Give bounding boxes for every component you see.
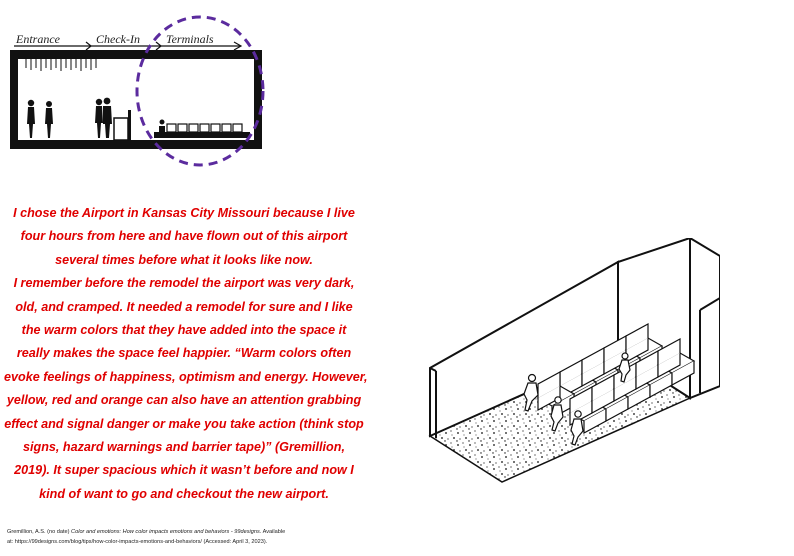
ceiling-lights <box>26 59 96 71</box>
text-line: I chose the Airport in Kansas City Missouri because I live <box>13 206 355 220</box>
terminal-seats <box>154 120 250 139</box>
isometric-waiting-area-drawing <box>420 238 720 483</box>
text-line: evoke feelings of happiness, optimism and energy. However, <box>4 369 368 384</box>
check-in-counter <box>114 110 131 140</box>
essay-paragraph <box>4 202 368 506</box>
text-line: effect and signal danger or make you take action (think stop <box>4 416 364 431</box>
airport-section-diagram <box>0 0 300 175</box>
text-line: old, and cramped. It needed a remodel for sure and I like <box>15 299 353 314</box>
label-check-in: Check-In <box>96 32 140 46</box>
citation <box>7 527 407 547</box>
text-line: four hours from here and have flown out of this airport <box>20 229 348 244</box>
text-line: 2019). It super spacious which it wasn’t before and now I <box>14 463 354 478</box>
text-line: signs, hazard warnings and barrier tape)” (Gremillion, <box>23 440 345 455</box>
citation-line-2: at: https://99designs.com/blog/tips/how-color-impacts-emotions-and-behaviors/ (Accessed: April 3, 2023). <box>7 539 268 545</box>
citation-line-1: Gremillion, A.S. (no date) Color and emotions: How color impacts emotions and behaviors - 99designs. Available <box>7 529 286 535</box>
label-terminals: Terminals <box>166 32 214 46</box>
text-line: several times before what it looks like now. <box>55 252 313 267</box>
people-silhouettes <box>27 98 112 138</box>
text-line: really makes the space feel happier. “Warm colors often <box>16 346 352 361</box>
text-line: I remember before the remodel the airport was very dark, <box>13 276 355 291</box>
text-line: kind of want to go and checkout the new airport. <box>39 486 329 501</box>
text-line: yellow, red and orange can also have an attention grabbing <box>6 393 362 408</box>
text-line: the warm colors that they have added into the space it <box>21 323 347 338</box>
label-entrance: Entrance <box>16 32 60 46</box>
